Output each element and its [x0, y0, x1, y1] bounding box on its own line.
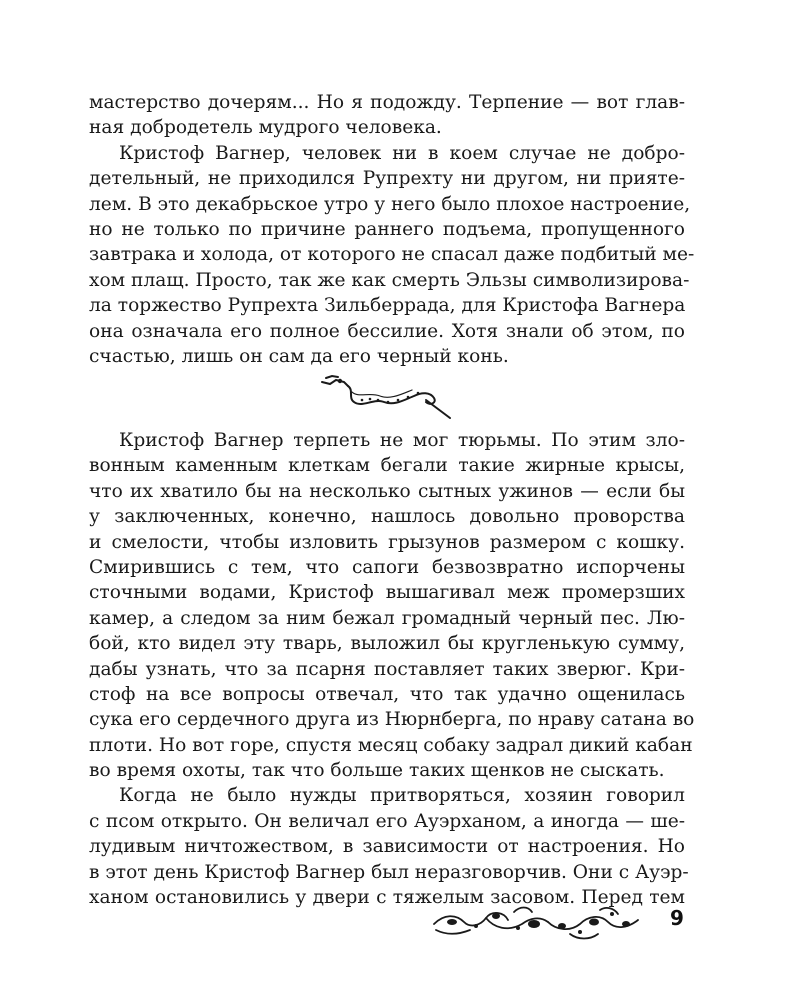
text-line: завтрака и холода, от которого не спасал даже подбитый ме-: [89, 244, 695, 266]
text-line: дабы узнать, что за псарня поставляет таких зверюг. Кри-: [89, 658, 685, 680]
text-block-bottom: [89, 428, 695, 910]
text-line: вонным каменным клеткам бегали такие жирные крысы,: [89, 455, 685, 477]
text-line: она означала его полное бессилие. Хотя знали об этом, по: [89, 320, 685, 342]
text-line: лем. В это декабрьское утро у него было плохое настроение,: [89, 193, 691, 215]
text-line: камер, а следом за ним бежал громадный черный пес. Лю-: [89, 607, 685, 629]
page-number: 9: [670, 906, 684, 930]
text-block-top: [89, 90, 695, 369]
text-line: что их хватило бы на несколько сытных ужинов — если бы: [89, 480, 685, 502]
text-line: с псом открыто. Он величал его Ауэрханом, а иногда — ше-: [89, 810, 685, 832]
text-line: плоти. Но вот горе, спустя месяц собаку задрал дикий кабан: [89, 734, 693, 756]
text-line: мастерство дочерям... Но я подожду. Терпение — вот глав-: [89, 92, 685, 113]
text-line: ла торжество Рупрехта Зильберрада, для Кристофа Вагнера: [89, 295, 686, 317]
text-line: Когда не было нужды притворяться, хозяин говорил: [119, 785, 685, 807]
text-line: лудивым ничтожеством, в зависимости от настроения. Но: [89, 836, 685, 858]
text-line: Кристоф Вагнер терпеть не мог тюрьмы. По этим зло-: [119, 430, 685, 451]
text-line: бой, кто видел эту тварь, выложил бы кругленькую сумму,: [89, 633, 685, 655]
serpent-ornament-icon: [318, 372, 454, 422]
text-line: ханом остановились у двери с тяжелым засовом. Перед тем: [89, 887, 685, 909]
text-line: и смелости, чтобы изловить грызунов размером с кошку.: [89, 531, 685, 553]
text-line: во время охоты, так что больше таких щенков не сыскать.: [89, 760, 665, 782]
text-line: детельный, не приходился Рупрехту ни другом, ни прияте-: [89, 168, 685, 190]
text-line: счастью, лишь он сам да его черный конь.: [89, 345, 509, 367]
text-line: сточными водами, Кристоф вышагивал меж промерзших: [89, 582, 685, 604]
text-line: в этот день Кристоф Вагнер был неразговорчив. Они с Ауэр-: [89, 861, 689, 883]
text-line: но не только по причине раннего подъема, пропущенного: [89, 218, 685, 240]
text-line: Кристоф Вагнер, человек ни в коем случае не добро-: [119, 142, 685, 164]
floral-footer-ornament-icon: [430, 902, 642, 944]
text-line: хом плащ. Просто, так же как смерть Эльзы символизирова-: [89, 269, 690, 291]
text-line: Смирившись с тем, что сапоги безвозвратно испорчены: [89, 556, 685, 578]
text-line: стоф на все вопросы отвечал, что так удачно ощенилась: [89, 683, 685, 705]
text-line: ная добродетель мудрого человека.: [89, 117, 442, 139]
text-line: у заключенных, конечно, нашлось довольно проворства: [89, 506, 685, 528]
text-line: сука его сердечного друга из Нюрнберга, по нраву сатана во: [89, 709, 695, 731]
